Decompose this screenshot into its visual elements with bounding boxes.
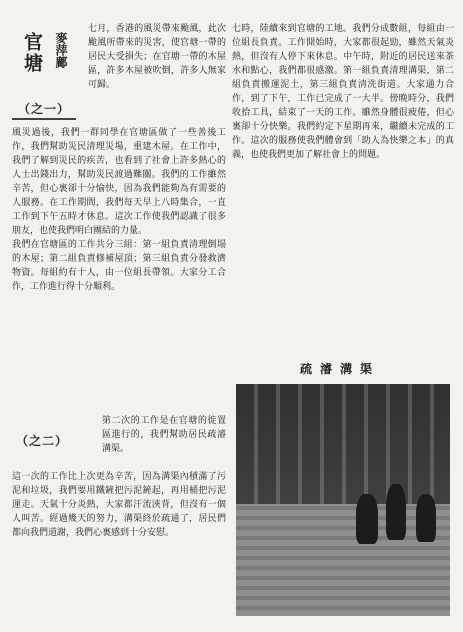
photo-worker-figure: [416, 494, 436, 542]
photo-worker-figure: [386, 484, 406, 540]
photo-caption: 疏濬溝渠: [300, 362, 381, 376]
title-divider: [12, 118, 76, 120]
paragraph-one-text: 風災過後，我們一群同學在官塘區做了一些善後工作，我們幫助災民清理災場，重建木屋。在工作中，我們了解到災民的疾苦，也看到了社會上許多熱心的人士出錢出力，幫助災民渡過難關。我們的工作雖然辛苦，但心裏卻十分愉快，因為我們能夠為有需要的人服務。在工作期間，我們每天早上八時集合，一直工作到下午五時才休息。這次工作使我們認識了很多朋友，也使我們明白團結的力量。: [12, 128, 226, 236]
photo-workers-cleaning-ditch: [236, 384, 450, 616]
article-title: 官塘: [21, 32, 43, 74]
part-two-label: （之二）: [16, 434, 69, 448]
intro-paragraph: 七月，香港的風災帶來颱風，此次颱風所帶來的災害，使官塘一帶的居民大受損失；在官塘一帶的木屋區，許多木屋被吹倒，許多人無家可歸。: [88, 24, 226, 90]
paragraph-one-b-text: 我們在官塘區的工作共分三組：第一組負責清理倒塌的木屋；第二組負責修補屋頂；第三組負責分發救濟物資。每組約有十人，由一位組長帶領。大家分工合作，工作進行得十分順利。: [12, 240, 226, 292]
photo-wall: [236, 384, 450, 504]
part-one-label: （之一）: [18, 102, 71, 116]
author-name: 麥萍鄺: [54, 32, 68, 68]
photo-worker-figure: [356, 494, 378, 544]
title-block: [12, 22, 84, 122]
paragraph-one: [12, 126, 226, 294]
part-two-side-text: 第二次的工作是在官塘的徙置區進行的，我們幫助居民疏濬溝渠。: [102, 416, 226, 454]
paragraph-two: 這一次的工作比上次更為辛苦，因為溝渠內積滿了污泥和垃圾，我們要用鐵鏟把污泥鏟起，再用桶把污泥運走。天氣十分炎熱，大家都汗流浹背，但沒有一個人叫苦。經過幾天的努力，溝渠終於疏通了，居民們都向我們道謝，我們心裏感到十分安慰。: [12, 472, 226, 538]
right-column-text: 七時，陸續來到官塘的工地。我們分成數組，每組由一位組長負責。工作開始時，大家都很起勁，雖然天氣炎熱，但沒有人停下來休息。中午時，附近的居民送來茶水和點心，我們都很感激。第一組負責清理溝渠，第二組負責搬運泥土，第三組負責清洗街道。大家通力合作，到了下午，工作已完成了一大半。傍晚時分，我們收拾工具，結束了一天的工作。雖然身體很疲倦，但心裏卻十分快樂。我們約定下星期再來，繼續未完成的工作。這次的服務使我們體會到「助人為快樂之本」的真義，也使我們更加了解社會上的問題。: [232, 24, 454, 160]
